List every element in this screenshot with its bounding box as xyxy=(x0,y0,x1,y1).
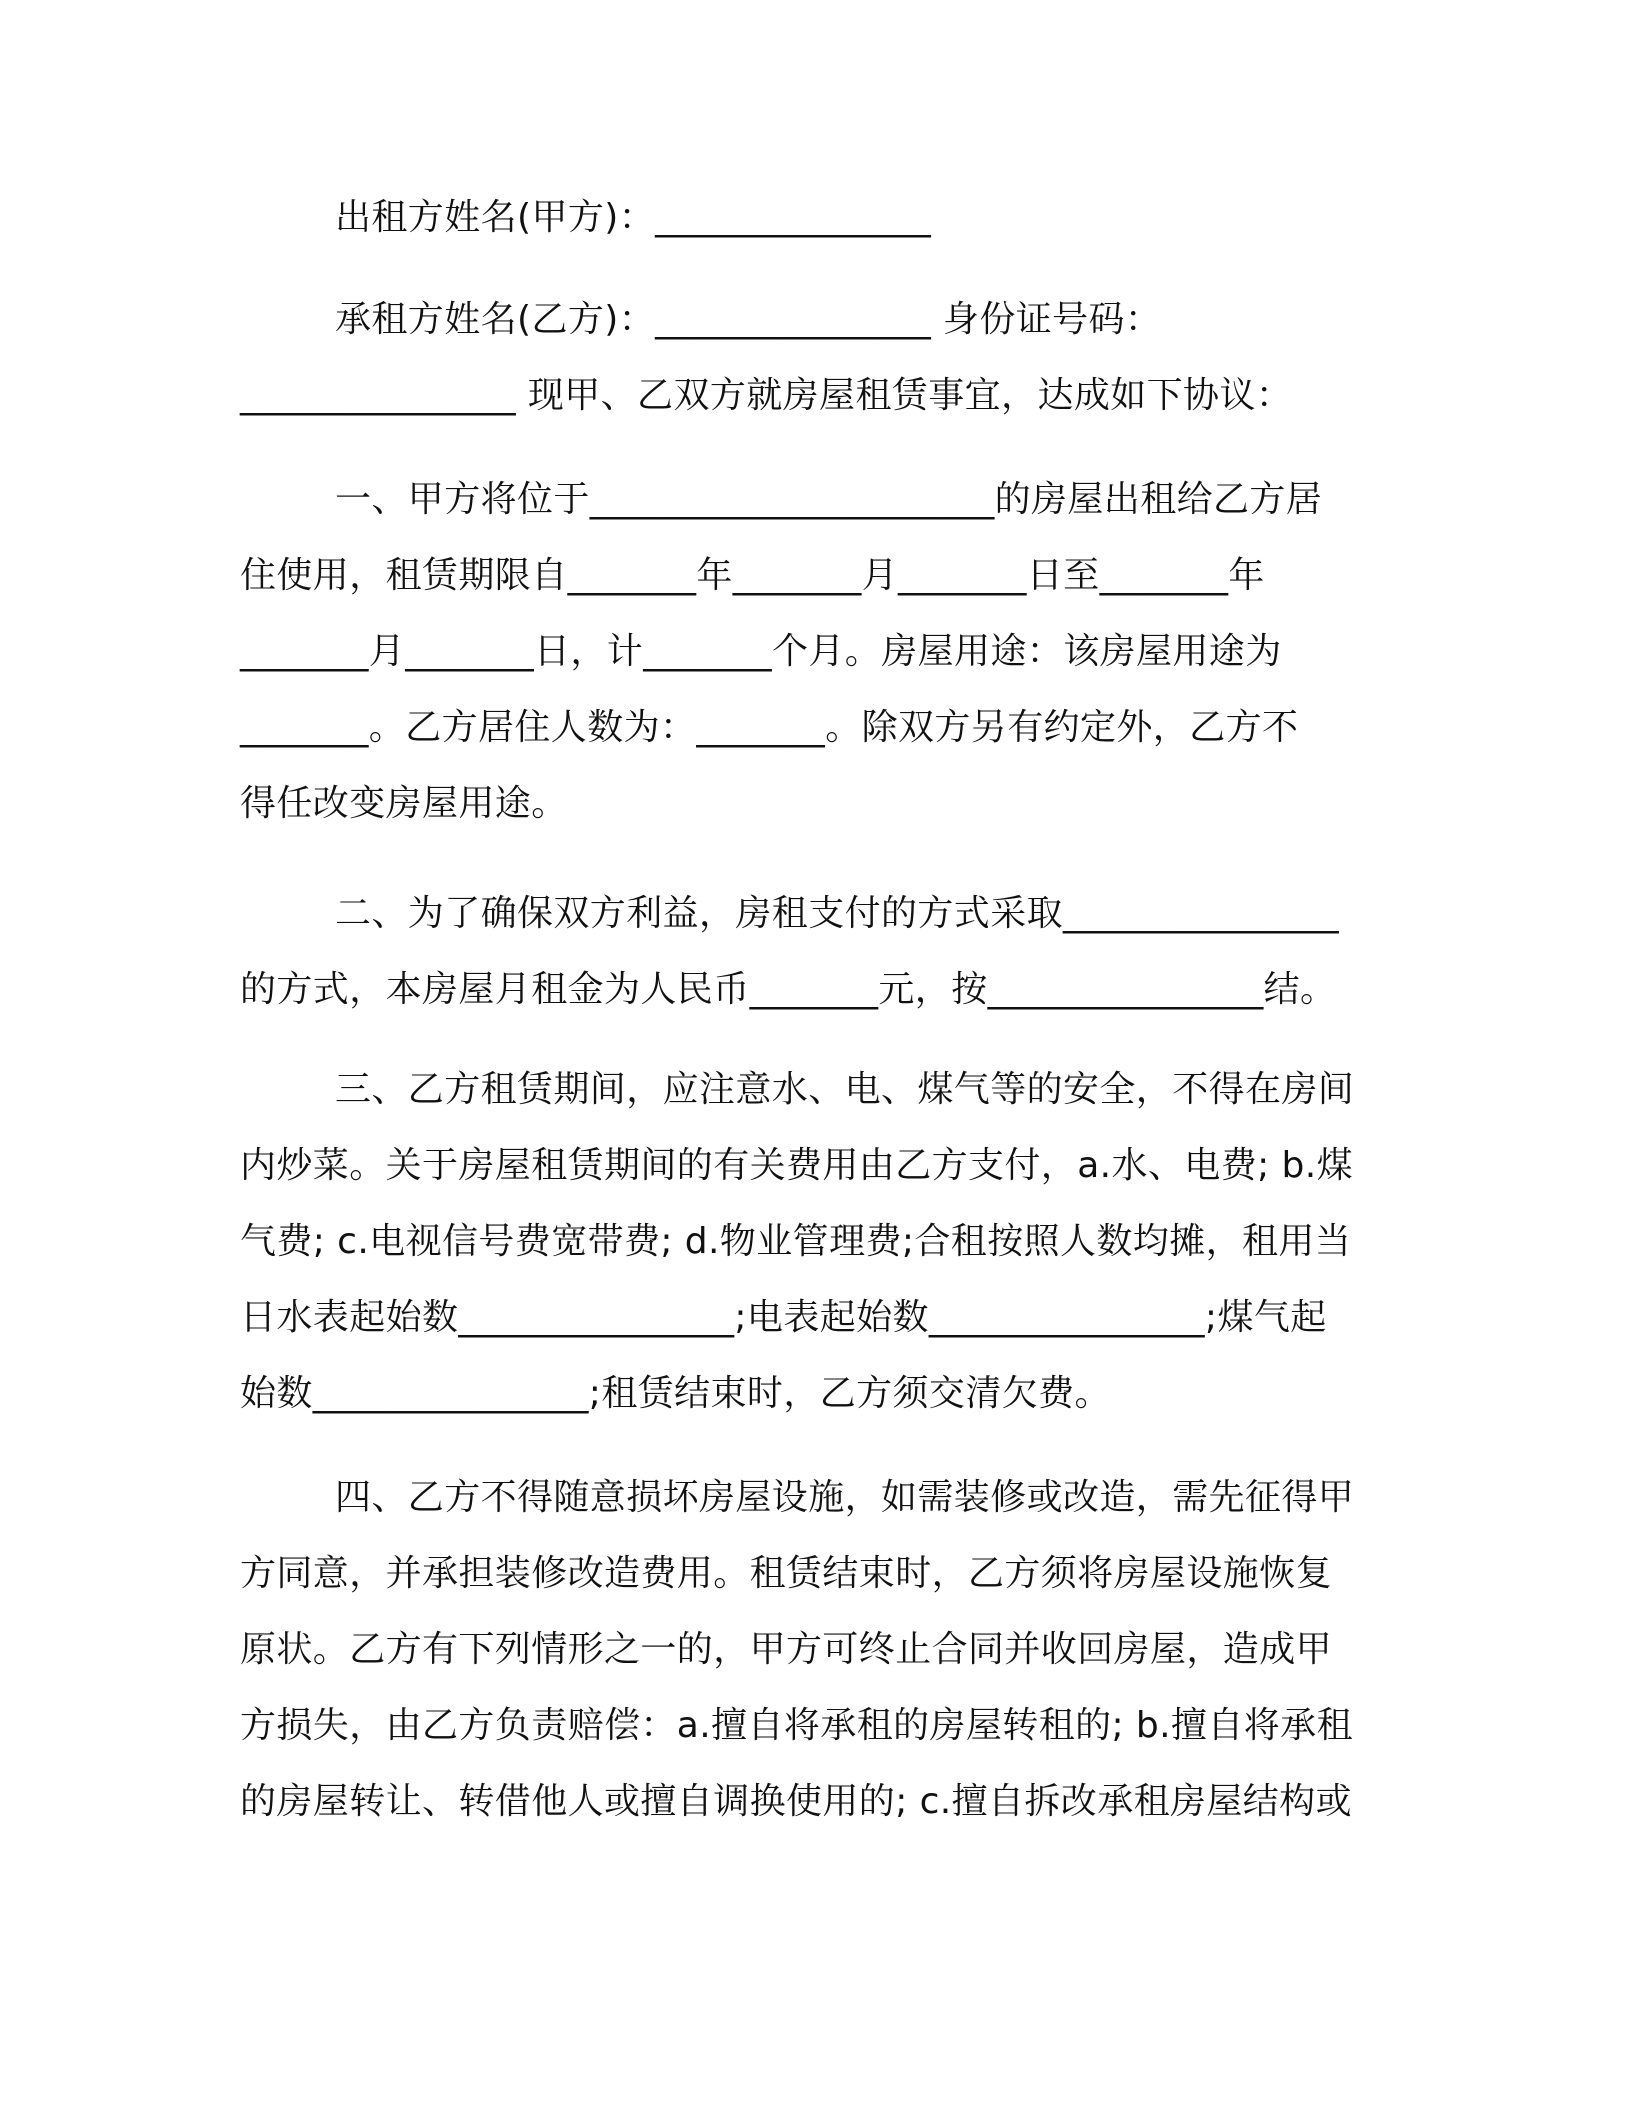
lessor-name-line: 出租方姓名(甲方)：_______________ xyxy=(335,197,932,238)
agreement-intro-line: _______________ 现甲、乙双方就房屋租赁事宜，达成如下协议： xyxy=(240,375,1293,416)
clause-3-line-2: 内炒菜。关于房屋租赁期间的有关费用由乙方支付，a.水、电费; b.煤 xyxy=(240,1145,1353,1186)
clause-1-line-1: 一、甲方将位于______________________的房屋出租给乙方居 xyxy=(335,479,1323,520)
clause-1-line-3: _______月_______日，计_______个月。房屋用途：该房屋用途为 xyxy=(240,631,1282,672)
clause-3-line-5: 始数_______________;租赁结束时，乙方须交清欠费。 xyxy=(240,1373,1111,1414)
clause-4-line-3: 原状。乙方有下列情形之一的，甲方可终止合同并收回房屋，造成甲 xyxy=(240,1629,1333,1670)
clause-3-line-3: 气费; c.电视信号费宽带费; d.物业管理费;合租按照人数均摊，租用当 xyxy=(240,1221,1352,1262)
lessee-name-line: 承租方姓名(乙方)：_______________ 身份证号码： xyxy=(335,299,1162,340)
clause-3-line-1: 三、乙方租赁期间，应注意水、电、煤气等的安全，不得在房间 xyxy=(335,1069,1355,1110)
clause-4-line-5: 的房屋转让、转借他人或擅自调换使用的; c.擅自拆改承租房屋结构或 xyxy=(240,1781,1353,1822)
clause-2-line-1: 二、为了确保双方利益，房租支付的方式采取_______________ xyxy=(335,893,1340,934)
clause-4-line-4: 方损失，由乙方负责赔偿：a.擅自将承租的房屋转租的; b.擅自将承租 xyxy=(240,1705,1353,1746)
clause-1-line-4: _______。乙方居住人数为：_______。除双方另有约定外，乙方不 xyxy=(240,707,1299,748)
clause-3-line-4: 日水表起始数_______________;电表起始数_______________;煤气起 xyxy=(240,1297,1327,1338)
clause-4-line-1: 四、乙方不得随意损坏房屋设施，如需装修或改造，需先征得甲 xyxy=(335,1477,1355,1518)
clause-1-line-5: 得任改变房屋用途。 xyxy=(240,783,568,824)
clause-4-line-2: 方同意，并承担装修改造费用。租赁结束时，乙方须将房屋设施恢复 xyxy=(240,1553,1333,1594)
clause-2-line-2: 的方式，本房屋月租金为人民币_______元，按_______________结。 xyxy=(240,969,1337,1010)
clause-1-line-2: 住使用，租赁期限自_______年_______月_______日至_______年 xyxy=(240,555,1265,596)
